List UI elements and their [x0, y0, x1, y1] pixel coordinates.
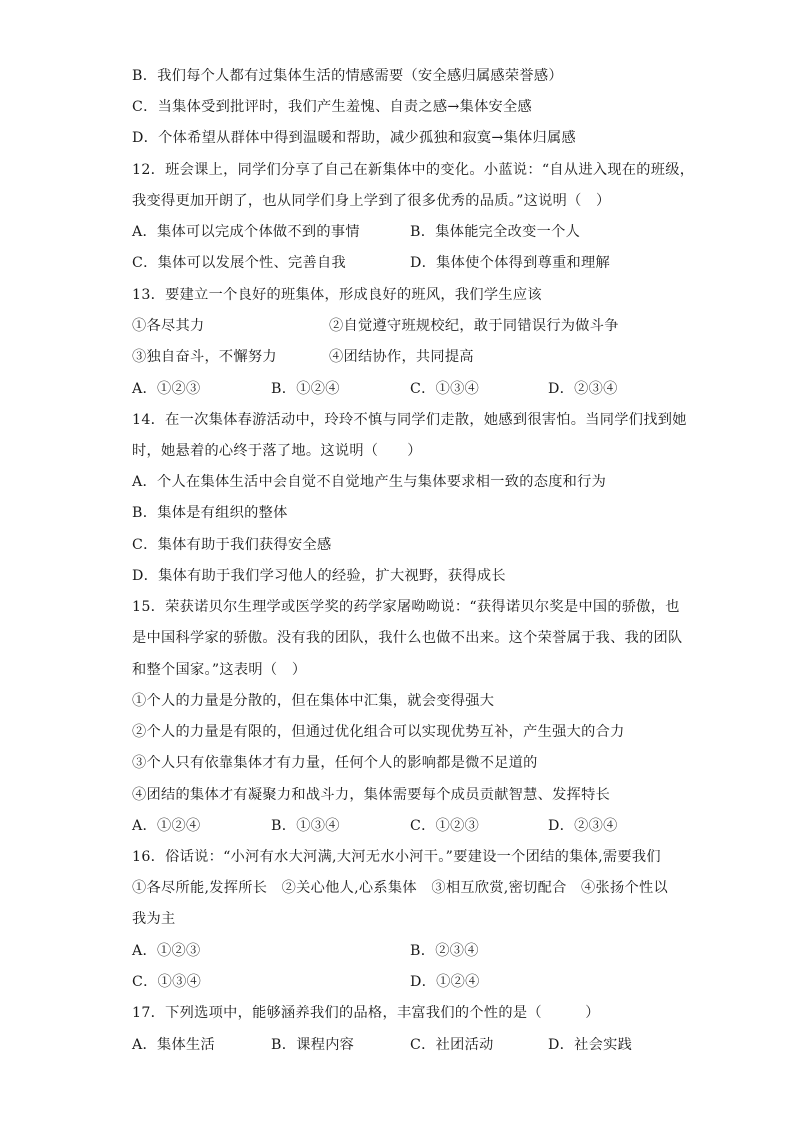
- q14-option-c: C．集体有助于我们获得安全感: [132, 537, 332, 553]
- q16-option-c: C．①③④: [132, 974, 202, 990]
- q13-option-a: A．①②③: [132, 381, 201, 397]
- q15-option-a: A．①②④: [132, 818, 201, 834]
- q16-stem-line3: 我为主: [132, 911, 176, 927]
- q15-option-c: C．①②③: [410, 818, 480, 834]
- q15-statement-4: ④团结的集体才有凝聚力和战斗力，集体需要每个成员贡献智慧、发挥特长: [132, 787, 611, 803]
- q13-statement-4: ④团结协作，共同提高: [329, 349, 474, 365]
- q16-option-a: A．①②③: [132, 943, 201, 959]
- q16-option-b: B．②③④: [410, 943, 479, 959]
- q14-stem-line1: 14．在一次集体春游活动中，玲玲不慎与同学们走散，她感到很害怕。当同学们找到她: [132, 412, 687, 428]
- q12-option-b: B．集体能完全改变一个人: [410, 224, 581, 240]
- q17-stem: 17．下列选项中，能够涵养我们的品格，丰富我们的个性的是（ ）: [132, 1005, 600, 1021]
- q11-option-d: D．个体希望从群体中得到温暖和帮助，减少孤独和寂寞→集体归属感: [132, 130, 577, 146]
- q15-statement-3: ③个人只有依靠集体才有力量，任何个人的影响都是微不足道的: [132, 755, 538, 771]
- q15-statement-1: ①个人的力量是分散的，但在集体中汇集，就会变得强大: [132, 693, 495, 709]
- q12-option-d: D．集体使个体得到尊重和理解: [410, 255, 611, 271]
- q13-statement-1: ①各尽其力: [132, 318, 205, 334]
- q13-stem: 13．要建立一个良好的班集体，形成良好的班风，我们学生应该: [132, 287, 542, 303]
- q15-option-d: D．②③④: [548, 818, 618, 834]
- q15-statement-2: ②个人的力量是有限的，但通过优化组合可以实现优势互补，产生强大的合力: [132, 724, 625, 740]
- q12-option-c: C．集体可以发展个性、完善自我: [132, 255, 346, 271]
- q15-stem-line1: 15．荣获诺贝尔生理学或医学奖的药学家屠呦呦说：“获得诺贝尔奖是中国的骄傲，也: [132, 599, 680, 615]
- q17-option-c: C．社团活动: [410, 1037, 494, 1053]
- q12-stem-line2: 我变得更加开朗了，也从同学们身上学到了很多优秀的品质。”这说明（ ）: [132, 193, 611, 209]
- q16-stem-line2: ①各尽所能,发挥所长 ②关心他人,心系集体 ③相互欣赏,密切配合 ④张扬个性以: [132, 880, 668, 896]
- q16-option-d: D．①②④: [410, 974, 480, 990]
- q17-option-d: D．社会实践: [548, 1037, 633, 1053]
- q15-stem-line2: 是中国科学家的骄傲。没有我的团队，我什么也做不出来。这个荣誉属于我、我的团队: [132, 630, 683, 646]
- q14-option-a: A．个人在集体生活中会自觉不自觉地产生与集体要求相一致的态度和行为: [132, 474, 607, 490]
- q13-statement-3: ③独自奋斗，不懈努力: [132, 349, 277, 365]
- q12-option-a: A．集体可以完成个体做不到的事情: [132, 224, 360, 240]
- q11-option-b: B．我们每个人都有过集体生活的情感需要（安全感归属感荣誉感）: [132, 68, 563, 84]
- q12-stem-line1: 12．班会课上，同学们分享了自己在新集体中的变化。小蓝说：“自从进入现在的班级，: [132, 162, 695, 178]
- q13-statement-2: ②自觉遵守班规校纪，敢于同错误行为做斗争: [329, 318, 619, 334]
- q13-option-d: D．②③④: [548, 381, 618, 397]
- q14-option-d: D．集体有助于我们学习他人的经验，扩大视野，获得成长: [132, 568, 506, 584]
- q16-stem-line1: 16．俗话说：“小河有水大河满,大河无水小河干。”要建设一个团结的集体,需要我们: [132, 849, 661, 865]
- q14-option-b: B．集体是有组织的整体: [132, 505, 288, 521]
- q13-option-c: C．①③④: [410, 381, 480, 397]
- q15-option-b: B．①③④: [271, 818, 340, 834]
- q17-option-a: A．集体生活: [132, 1037, 215, 1053]
- q13-option-b: B．①②④: [271, 381, 340, 397]
- q14-stem-line2: 时，她悬着的心终于落了地。这说明（ ）: [132, 443, 422, 459]
- q17-option-b: B．课程内容: [271, 1037, 355, 1053]
- q11-option-c: C．当集体受到批评时，我们产生羞愧、自责之感→集体安全感: [132, 99, 533, 115]
- q15-stem-line3: 和整个国家。”这表明（ ）: [132, 662, 307, 678]
